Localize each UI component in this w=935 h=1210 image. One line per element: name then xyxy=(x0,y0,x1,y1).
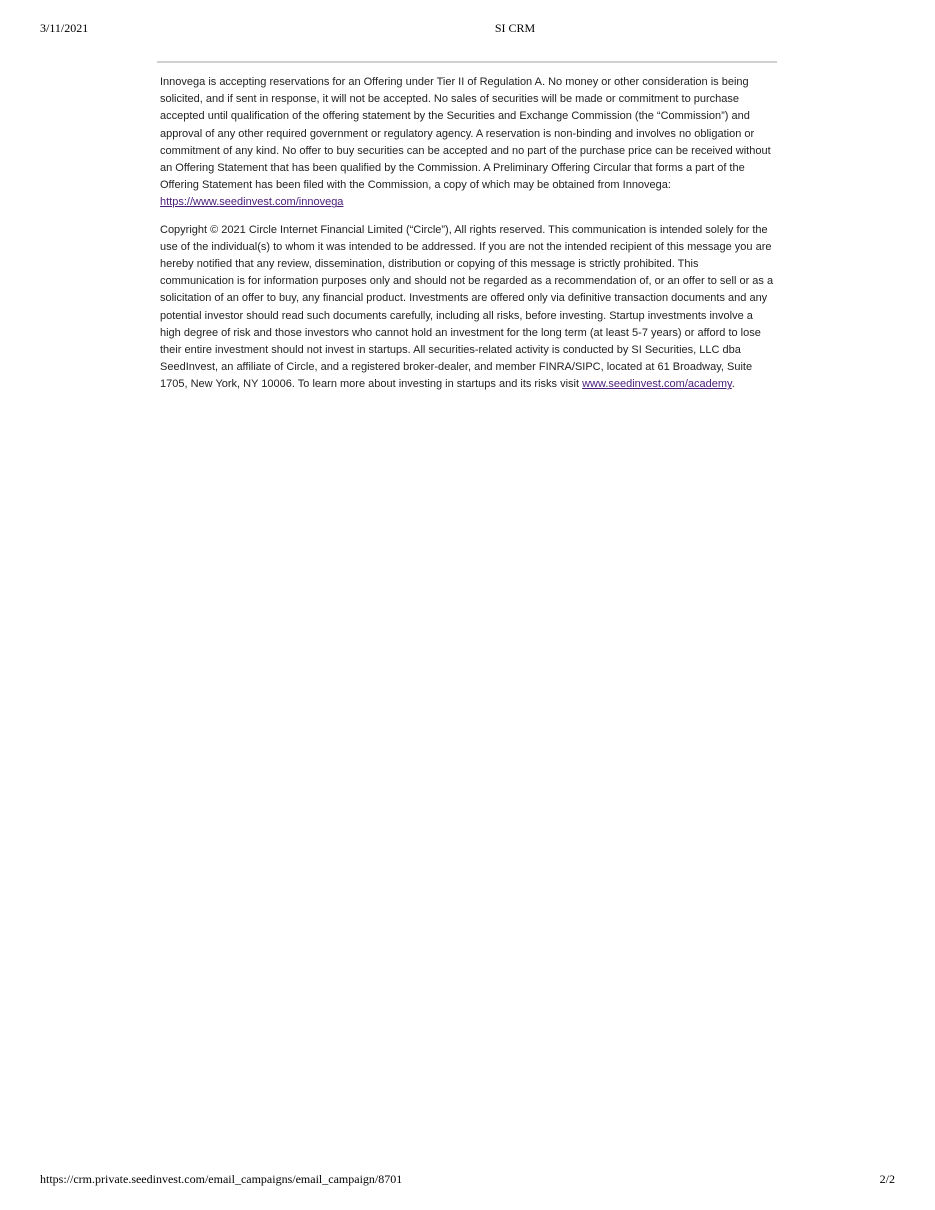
email-body xyxy=(157,61,777,404)
offering-disclaimer-text: Innovega is accepting reservations for an Offering under Tier II of Regulation A. No money or other consideration is being solicited, and if sent in response, it will not be accepted. No sales of securities will be made or commitment to purchase accepted until qualification of the offering statement by the Securities and Exchange Commission (the “Commission”) and approval of any other required government or regulatory agency. A reservation is non-binding and involves no obligation or commitment of any kind. No offer to buy securities can be accepted and no part of the purchase price can be received without an Offering Statement that has been qualified by the Commission. A Preliminary Offering Circular that forms a part of the Offering Statement has been filed with the Commission, a copy of which may be obtained from Innovega: xyxy=(160,76,771,192)
copyright-disclaimer xyxy=(160,222,777,394)
print-footer xyxy=(0,1172,935,1192)
copyright-trailing-period: . xyxy=(731,378,735,391)
print-page-number: 2/2 xyxy=(879,1172,895,1186)
offering-disclaimer xyxy=(160,74,777,212)
divider xyxy=(157,61,777,63)
print-title: SI CRM xyxy=(494,21,536,35)
copyright-disclaimer-text: Copyright © 2021 Circle Internet Financial Limited (“Circle”), All rights reserved. This communication is intended solely for the use of the individual(s) to whom it was intended to be addressed. If you are not the intended recipient of this message you are hereby notified that any review, dissemination, distribution or copying of this message is strictly prohibited. This communication is for information purposes only and should not be regarded as a recommendation of, or an offer to sell or as a solicitation of an offer to buy, any financial product. Investments are offered only via definitive transaction documents and any potential investor should read such documents carefully, including all risks, before investing. Startup investments involve a high degree of risk and those investors who cannot hold an investment for the long term (at least 5-7 years) or afford to lose their entire investment should not invest in startups. All securities-related activity is conducted by SI Securities, LLC dba SeedInvest, an affiliate of Circle, and a registered broker-dealer, and member FINRA/SIPC, located at 61 Broadway, Suite 1705, New York, NY 10006. To learn more about investing in startups and its risks visit xyxy=(160,223,774,391)
print-header xyxy=(0,21,935,41)
print-url: https://crm.private.seedinvest.com/email_campaigns/email_campaign/8701 xyxy=(40,1172,403,1186)
academy-link[interactable]: www.seedinvest.com/academy xyxy=(582,378,732,391)
print-date: 3/11/2021 xyxy=(40,21,89,35)
innovega-offering-link[interactable]: https://www.seedinvest.com/innovega xyxy=(160,196,344,209)
